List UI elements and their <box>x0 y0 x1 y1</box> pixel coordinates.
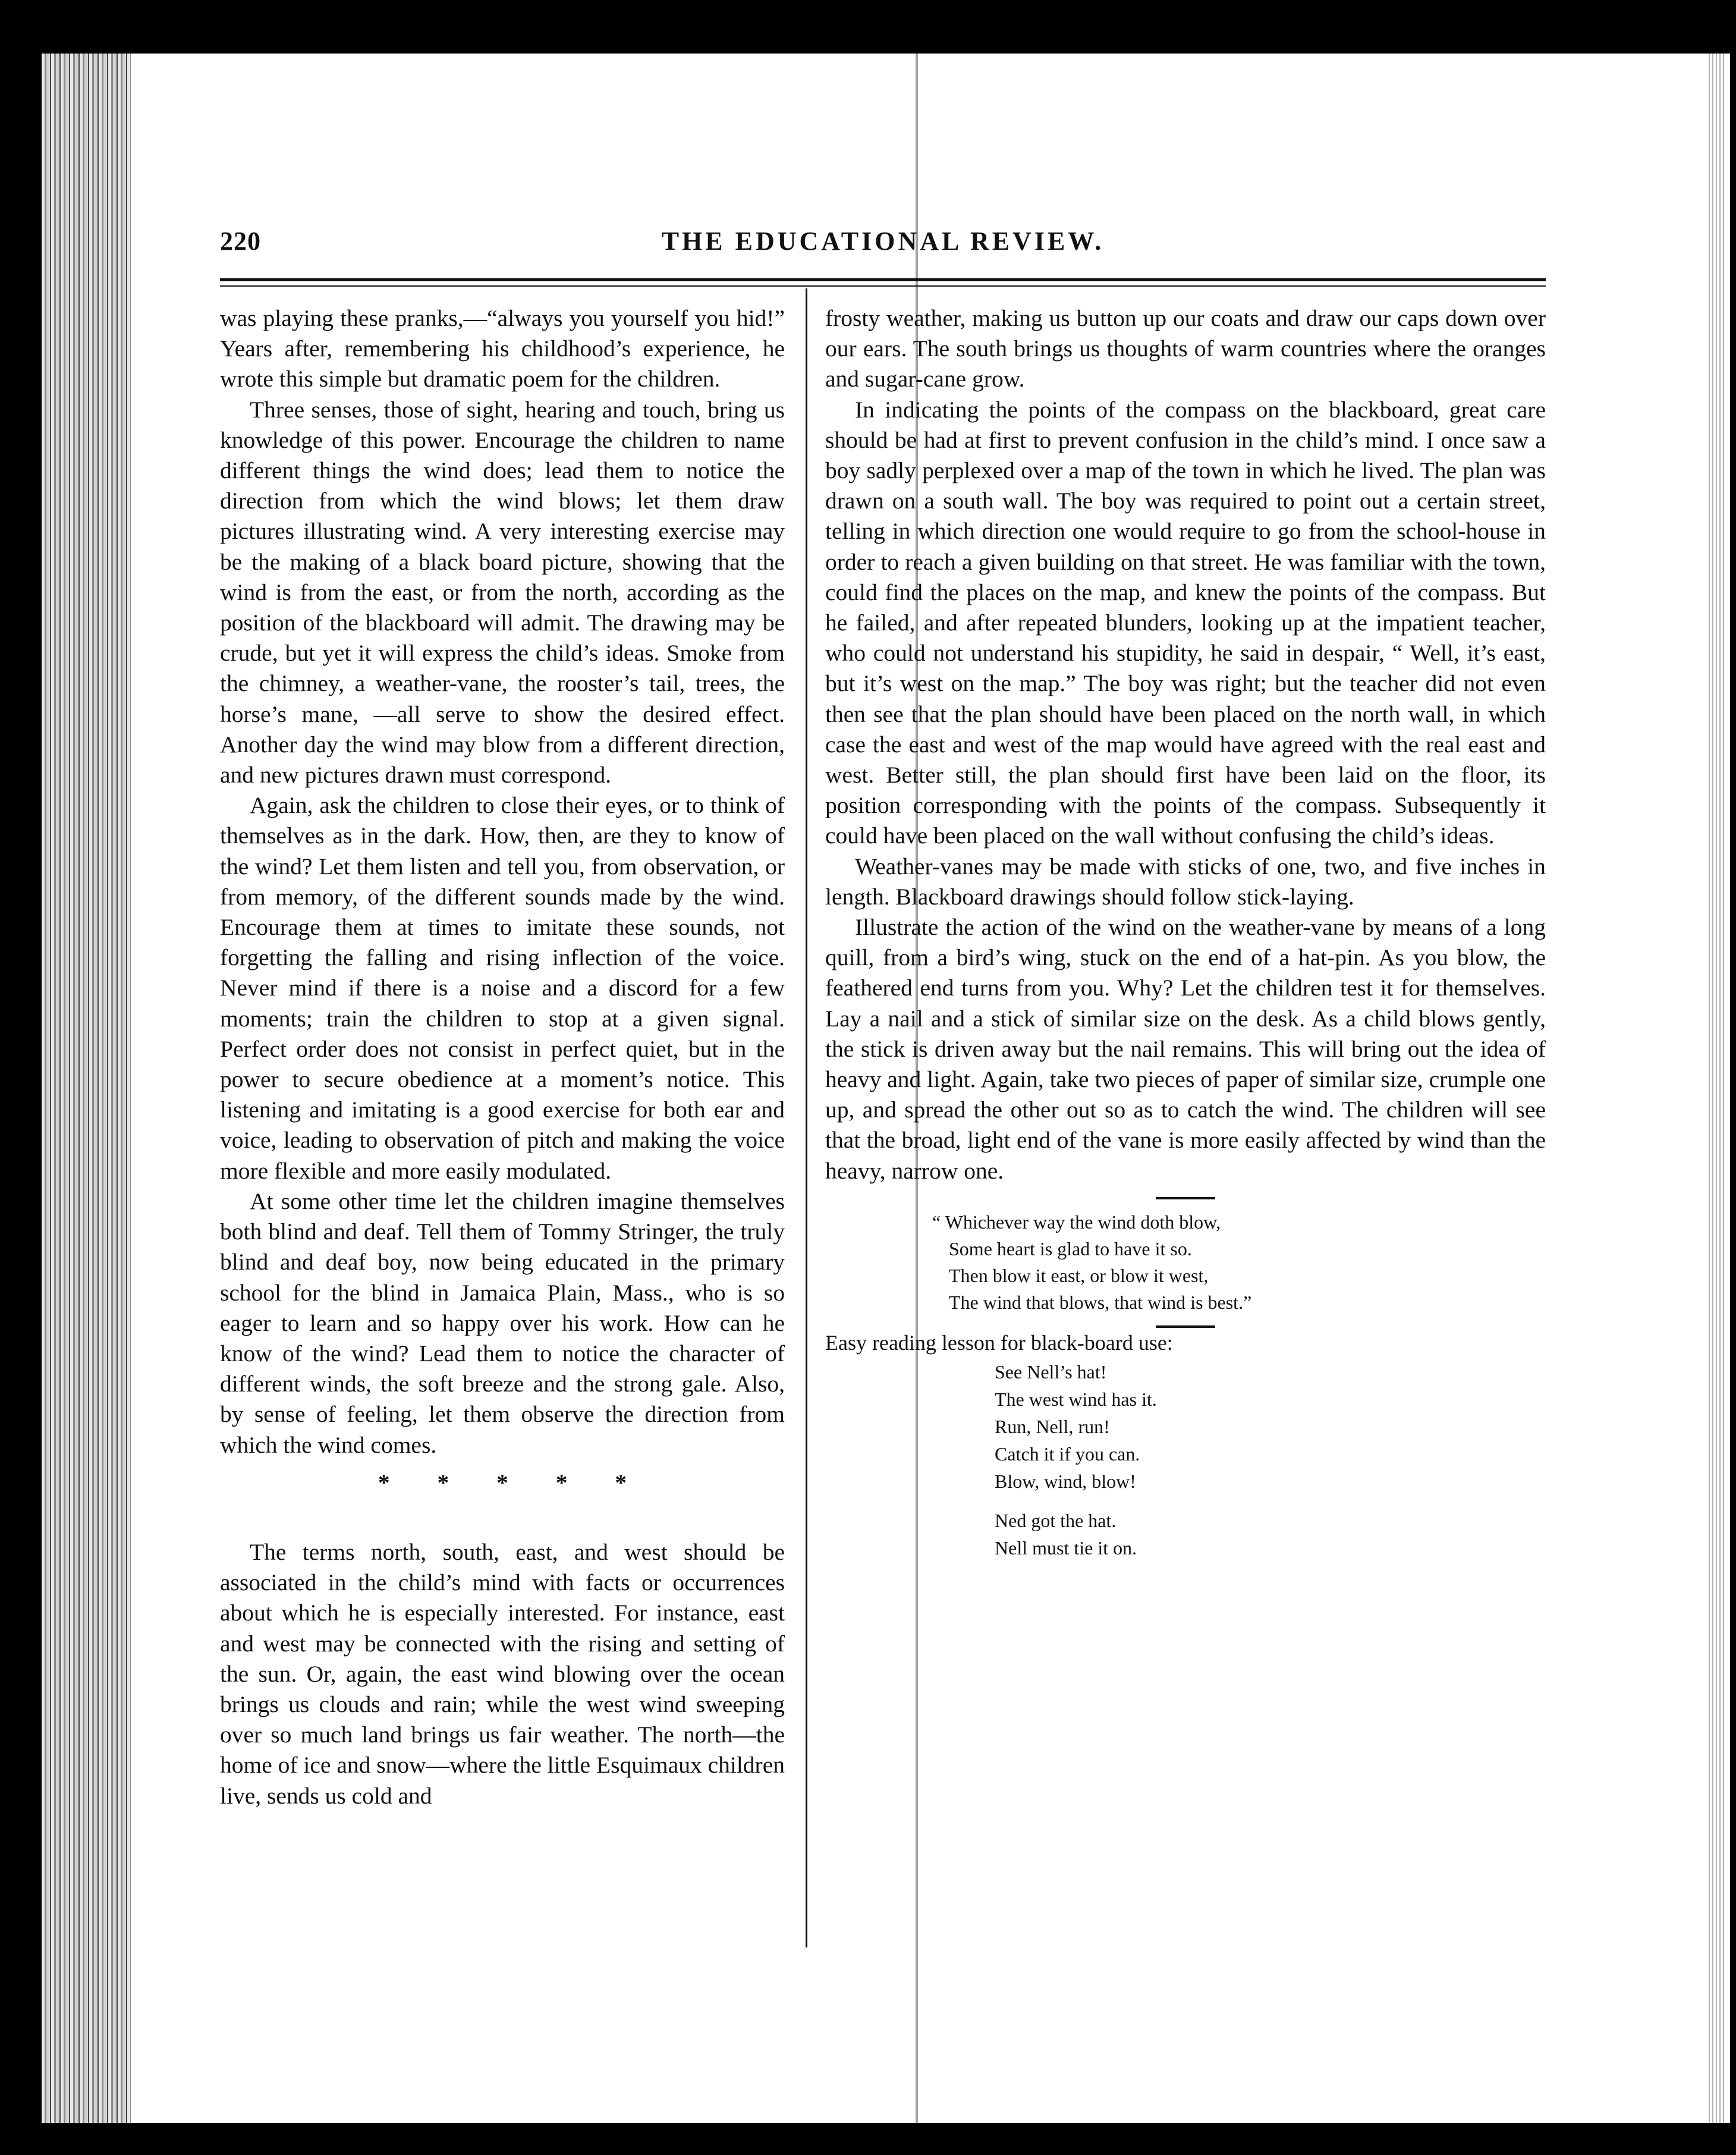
poem <box>932 1209 1546 1316</box>
lesson-line: Catch it if you can. <box>995 1443 1140 1465</box>
reading-lesson <box>995 1358 1546 1562</box>
header-rule-thin <box>220 285 1546 287</box>
paragraph: In indicating the points of the compass on the blackboard, great care should be had at first to prevent confusion in the child’s mind. I once saw a boy sadly perplexed over a map of the town in which he lived. The plan was drawn on a south wall. The boy was required to point out a certain street, telling in which direction one would require to go from the school-house in order to reach a given building on that street. He was familiar with the town, could find the places on the map, and knew the points of the compass. But he failed, and after repeated blunders, looking up at the impatient teacher, who could not understand his stupidity, he said in despair, “ Well, it’s east, but it’s west on the map.” The boy was right; but the teacher did not even then see that the plan should have been placed on the north wall, in which case the east and west of the map would have agreed with the real east and west. Better still, the plan should first have been laid on the floor, its position corresponding with the points of the compass. Subsequently it could have been placed on the wall without confusing the child’s ideas. <box>825 396 1546 849</box>
right-column <box>825 303 1546 1562</box>
paragraph: frosty weather, making us button up our coats and draw our caps down over our ears. The south brings us thoughts of warm countries where the oranges and sugar-cane grow. <box>825 305 1546 392</box>
lesson-line: Run, Nell, run! <box>995 1416 1110 1438</box>
poem-line: The wind that blows, that wind is best.” <box>949 1291 1252 1313</box>
poem-line: Some heart is glad to have it so. <box>949 1237 1192 1259</box>
section-separator: * * * * * <box>378 1469 627 1496</box>
poem-rule-top <box>1156 1197 1215 1199</box>
paragraph: The terms north, south, east, and west should be associated in the child’s mind with facts or occurrences about which he is especially interested. For instance, east and west may be connected with the rising and setting of the sun. Or, again, the east wind blowing over the ocean brings us clouds and rain; while the west wind sweeping over so much land brings us fair weather. The north—the home of ice and snow—where the little Esquimaux children live, sends us cold and <box>220 1538 785 1809</box>
lesson-line: Blow, wind, blow! <box>995 1471 1136 1493</box>
lesson-line: Nell must tie it on. <box>995 1537 1137 1559</box>
paragraph: was playing these pranks,—“always you yourself you hid!” Years after, remembering his childhood’s experience, he wrote this simple but dramatic poem for the children. <box>220 305 785 392</box>
lesson-line: See Nell’s hat! <box>995 1361 1107 1383</box>
paragraph: Again, ask the children to close their eyes, or to think of themselves as in the dark. How, then, are they to know of the wind? Let them listen and tell you, from observation, or from memory, of the different sounds made by the wind. Encourage them at times to imitate these sounds, not forgetting the falling and rising inflection of the voice. Never mind if there is a noise and a discord for a few moments; train the children to stop at a given signal. Perfect order does not consist in perfect quiet, but in the power to secure obedience at a moment’s notice. This listening and imitating is a good exercise for both ear and voice, leading to observation of pitch and making the voice more flexible and more easily modulated. <box>220 792 785 1184</box>
paragraph: At some other time let the children imagine themselves both blind and deaf. Tell them of Tommy Stringer, the truly blind and deaf boy, now being educated in the primary school for the blind in Jamaica Plain, Mass., who is so eager to learn and so happy over his work. How can he know of the wind? Lead them to notice the character of different winds, the soft breeze and the strong gale. Also, by sense of feeling, let them observe the direction from which the wind comes. <box>220 1188 785 1458</box>
page-number: 220 <box>220 227 261 256</box>
running-title: THE EDUCATIONAL REVIEW. <box>661 227 1105 256</box>
lesson-line: The west wind has it. <box>995 1389 1157 1411</box>
header-rule-thick <box>220 278 1546 281</box>
paragraph: Three senses, those of sight, hearing and touch, bring us knowledge of this power. Encourage the children to name different things the wind does; lead them to notice the direction from which the wind blows; let them draw pictures illustrating wind. A very interesting exercise may be the making of a black board picture, showing that the wind is from the east, or from the north, according as the position of the blackboard will admit. The drawing may be crude, but yet it will express the child’s ideas. Smoke from the chimney, a weather-vane, the rooster’s tail, trees, the horse’s mane, —all serve to show the desired effect. Another day the wind may blow from a different direction, and new pictures drawn must correspond. <box>220 396 785 789</box>
page-header <box>220 226 1546 268</box>
paragraph: Illustrate the action of the wind on the weather-vane by means of a long quill, from a bird’s wing, stuck on the end of a hat-pin. As you blow, the feathered end turns from you. Why? Let the children test it for themselves. Lay a nail and a stick of similar size on the desk. As a child blows gently, the stick is driven away but the nail remains. This will bring out the idea of heavy and light. Again, take two pieces of paper of similar size, crumple one up, and spread the other out so as to catch the wind. The children will see that the broad, light end of the vane is more easily affected by wind than the heavy, narrow one. <box>825 914 1546 1184</box>
paragraph: Weather-vanes may be made with sticks of one, two, and five inches in length. Blackboard drawings should follow stick-laying. <box>825 853 1546 910</box>
book-spine-edge <box>42 54 131 2123</box>
page-fore-edge <box>1706 54 1724 2123</box>
lesson-heading: Easy reading lesson for black-board use: <box>825 1330 1173 1355</box>
column-divider <box>806 288 807 1947</box>
lesson-line: Ned got the hat. <box>995 1510 1117 1532</box>
poem-line: “ Whichever way the wind doth blow, <box>932 1211 1221 1233</box>
poem-line: Then blow it east, or blow it west, <box>949 1264 1209 1286</box>
left-column <box>220 303 785 1811</box>
